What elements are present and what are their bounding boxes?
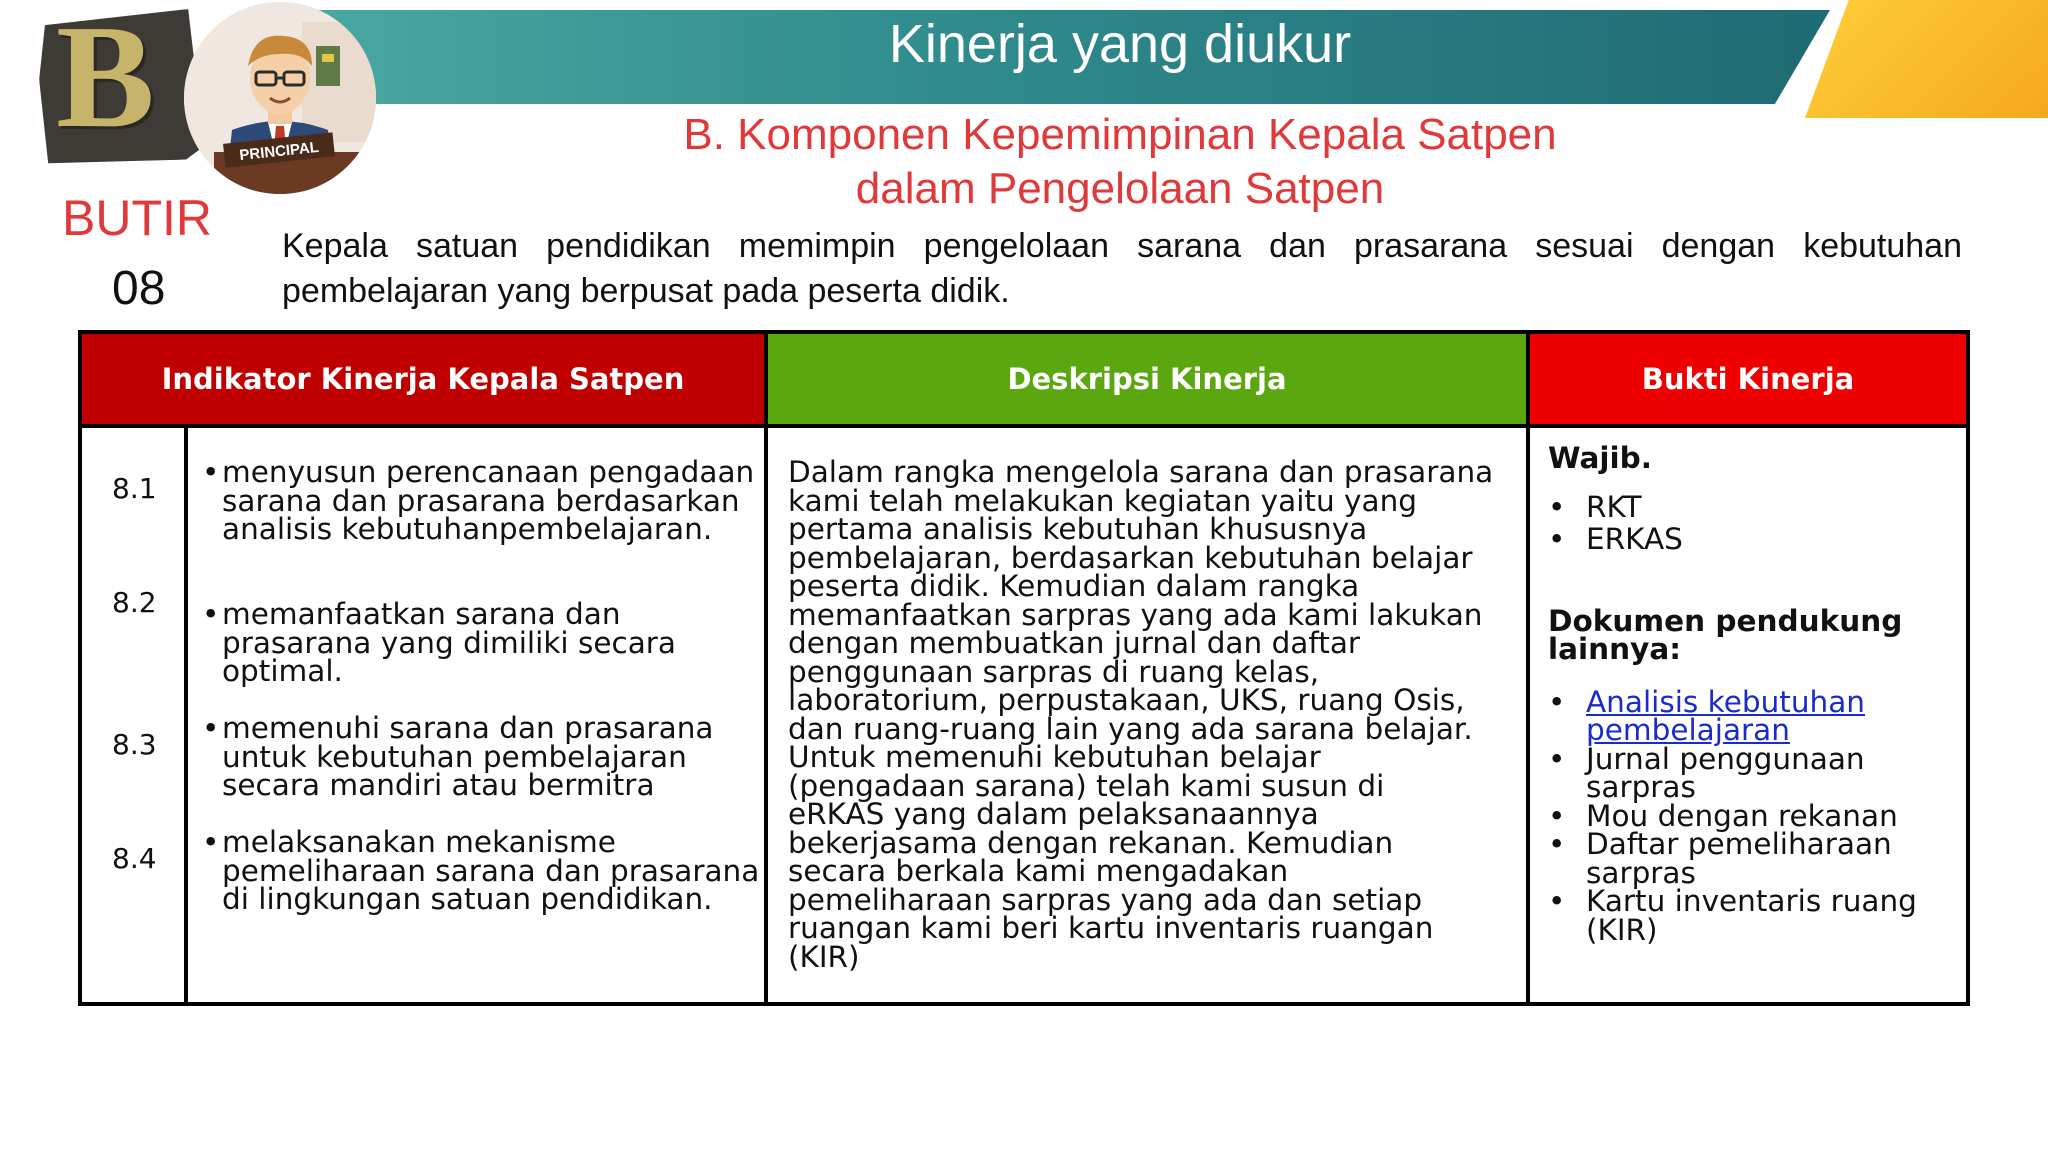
indicator-item	[202, 711, 762, 802]
list-item-text: Jurnal penggunaan sarpras	[1586, 741, 1865, 804]
list-item	[1548, 827, 1958, 890]
header-divider	[82, 424, 1966, 428]
list-item	[1548, 741, 1958, 804]
bullet-icon: •	[202, 711, 220, 745]
indicator-text: menyusun perencanaan pengadaan sarana dan prasarana berdasarkan analisis kebutuhanpembelajaran.	[222, 455, 755, 546]
list-item	[1548, 884, 1958, 947]
wajib-list	[1548, 491, 1958, 555]
indicator-number: 8.4	[112, 842, 157, 875]
principal-avatar	[184, 2, 376, 194]
list-item-text: Daftar pemeliharaan sarpras	[1586, 827, 1892, 890]
list-item	[1548, 684, 1958, 747]
list-item-text: RKT	[1586, 489, 1642, 524]
bullet-icon: •	[202, 825, 220, 859]
indicator-item	[202, 455, 762, 546]
bullet-icon: •	[202, 455, 220, 489]
indicator-number: 8.3	[112, 728, 157, 761]
bullet-icon: •	[1548, 827, 1566, 861]
list-item	[1548, 798, 1958, 833]
bullet-icon: •	[1548, 489, 1566, 524]
indicator-number: 8.2	[112, 586, 157, 619]
header-bukti: Bukti Kinerja	[1530, 334, 1966, 424]
header-accent-shape	[1805, 0, 2048, 118]
indicator-item	[202, 825, 762, 916]
indicator-text: memanfaatkan sarana dan prasarana yang dimiliki secara optimal.	[222, 597, 676, 688]
bullet-icon: •	[202, 597, 220, 631]
bullet-icon: •	[1548, 684, 1566, 719]
list-item-text: Mou dengan rekanan	[1586, 798, 1898, 833]
list-item-text: Kartu inventaris ruang (KIR)	[1586, 884, 1917, 947]
list-item	[1548, 523, 1958, 555]
bullet-icon: •	[1548, 741, 1566, 776]
subtitle-line-2: dalam Pengelolaan Satpen	[855, 164, 1385, 213]
analysis-link[interactable]: Analisis kebutuhan pembelajaran	[1586, 684, 1865, 747]
column-divider	[764, 334, 768, 1002]
subtitle-line-1: B. Komponen Kepemimpinan Kepala Satpen	[683, 110, 1557, 159]
bullet-icon: •	[1548, 798, 1566, 833]
pendukung-list	[1548, 684, 1958, 947]
list-item-text: ERKAS	[1586, 521, 1683, 556]
pendukung-heading: Dokumen pendukung lainnya:	[1548, 603, 1903, 666]
performance-description: Dalam rangka mengelola sarana dan prasarana kami telah melakukan kegiatan yaitu yang pertama analisis kebutuhan khususnya pembelajaran, berdasarkan kebutuhan belajar peserta didik. Kemudian dalam rangka memanfaatkan sarpras yang ada kami lakukan dengan membuatkan jurnal dan daftar penggunaan sarpras di ruang kelas, laboratorium, perpustakaan, UKS, ruang Osis, dan ruang-ruang lain yang ada sarana belajar. Untuk memenuhi kebutuhan belajar (pengadaan sarana) telah kami susun di eRKAS yang dalam pelaksanaannya bekerjasama dengan rekanan. Kemudian secara berkala kami mengadakan pemeliharaan sarpras yang ada dan setiap ruangan kami beri kartu inventaris ruangan (KIR)	[788, 455, 1494, 974]
butir-number: 08	[112, 262, 166, 315]
intro-paragraph: Kepala satuan pendidikan memimpin pengelolaan sarana dan prasarana sesuai dengan kebutuhan pembelajaran yang berpusat pada peserta didik.	[282, 227, 1962, 310]
list-item	[1548, 491, 1958, 523]
indicator-text: melaksanakan mekanisme pemeliharaan sarana dan prasarana di lingkungan satuan pendidikan.	[222, 825, 760, 916]
principal-sign-text: PRINCIPAL	[238, 138, 320, 165]
performance-table	[78, 330, 1970, 1006]
number-column-divider	[184, 424, 188, 1002]
page-title: Kinerja yang diukur	[888, 14, 1352, 74]
indicator-item	[202, 597, 762, 688]
header-indikator: Indikator Kinerja Kepala Satpen	[82, 334, 764, 424]
indicator-number: 8.1	[112, 472, 157, 505]
section-subtitle	[600, 108, 1640, 216]
evidence-column	[1548, 441, 1958, 947]
bullet-icon: •	[1548, 884, 1566, 918]
header-deskripsi: Deskripsi Kinerja	[768, 334, 1526, 424]
bullet-icon: •	[1548, 521, 1566, 556]
logo-letter: B	[56, 0, 155, 159]
wajib-heading: Wajib.	[1548, 441, 1652, 475]
indicator-text: memenuhi sarana dan prasarana untuk kebutuhan pembelajaran secara mandiri atau bermitra	[222, 711, 714, 802]
butir-label: BUTIR	[62, 190, 212, 246]
principal-illustration	[184, 2, 376, 194]
